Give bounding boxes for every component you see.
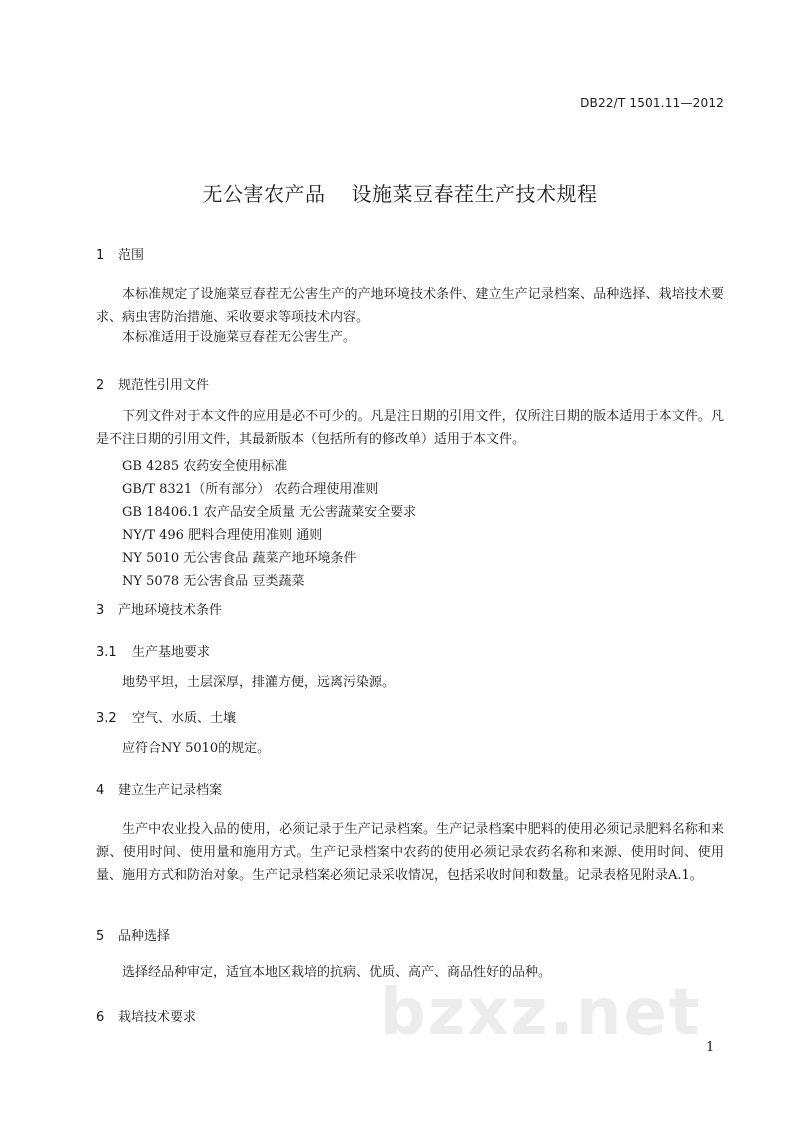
reference-item: NY 5078 无公害食品 豆类蔬菜: [122, 574, 305, 589]
title-part-1: 无公害农产品: [202, 182, 326, 206]
section-title: 栽培技术要求: [118, 1010, 197, 1025]
section-heading-4: [96, 779, 222, 798]
reference-item: GB 4285 农药安全使用标准: [122, 459, 288, 474]
page-number: 1: [706, 1040, 715, 1055]
section-1-paragraph-1: 本标准规定了设施菜豆春茬无公害生产的产地环境技术条件、建立生产记录档案、品种选择、栽培技术要求、病虫害防治措施、采收要求等项技术内容。: [96, 287, 724, 325]
section-1-paragraph-2: 本标准适用于设施菜豆春茬无公害生产。: [122, 330, 357, 345]
document-number: DB22/T 1501.11—2012: [580, 96, 724, 110]
section-number: 2: [96, 378, 105, 393]
section-heading-2: [96, 374, 209, 393]
watermark: bzxz.net: [380, 976, 702, 1050]
section-title: 品种选择: [118, 929, 171, 944]
subsection-title: 空气、水质、土壤: [132, 711, 237, 726]
section-title: 建立生产记录档案: [118, 783, 223, 798]
subsection-title: 生产基地要求: [132, 645, 211, 660]
section-2-paragraph-1: 下列文件对于本文件的应用是必不可少的。凡是注日期的引用文件，仅所注日期的版本适用于本文件。凡是不注日期的引用文件，其最新版本（包括所有的修改单）适用于本文件。: [96, 409, 724, 447]
section-title: 规范性引用文件: [118, 378, 210, 393]
title-part-2: 设施菜豆春茬生产技术规程: [351, 182, 598, 206]
subsection-3-1-text: 地势平坦，土层深厚，排灌方便，远离污染源。: [122, 675, 396, 690]
document-title: [0, 178, 800, 207]
subsection-heading-3-1: [96, 641, 210, 660]
subsection-number: 3.2: [96, 711, 117, 726]
reference-item: GB 18406.1 农产品安全质量 无公害蔬菜安全要求: [122, 505, 417, 520]
subsection-heading-3-2: [96, 707, 236, 726]
section-number: 6: [96, 1010, 105, 1025]
section-heading-6: [96, 1006, 196, 1025]
subsection-3-2-text: 应符合NY 5010的规定。: [122, 741, 271, 756]
section-5-paragraph-1: 选择经品种审定，适宜本地区栽培的抗病、优质、高产、商品性好的品种。: [122, 965, 552, 980]
section-number: 5: [96, 929, 105, 944]
section-title: 范围: [118, 248, 145, 263]
section-number: 3: [96, 603, 105, 618]
section-title: 产地环境技术条件: [118, 603, 223, 618]
section-heading-3: [96, 599, 222, 618]
section-4-paragraph-1: 生产中农业投入品的使用，必须记录于生产记录档案。生产记录档案中肥料的使用必须记录肥料名称和来源、使用时间、使用量和施用方式。生产记录档案中农药的使用必须记录农药名称和来源、使用时间、使用量、施用方式和防治对象。生产记录档案必须记录采收情况，包括采收时间和数量。记录表格见附录A.1。: [96, 822, 724, 883]
section-heading-1: [96, 244, 144, 263]
reference-item: NY/T 496 肥料合理使用准则 通则: [122, 528, 323, 543]
reference-item: GB/T 8321（所有部分） 农药合理使用准则: [122, 482, 379, 497]
section-number: 4: [96, 783, 105, 798]
reference-item: NY 5010 无公害食品 蔬菜产地环境条件: [122, 551, 357, 566]
section-number: 1: [96, 248, 105, 263]
section-heading-5: [96, 925, 170, 944]
subsection-number: 3.1: [96, 645, 117, 660]
